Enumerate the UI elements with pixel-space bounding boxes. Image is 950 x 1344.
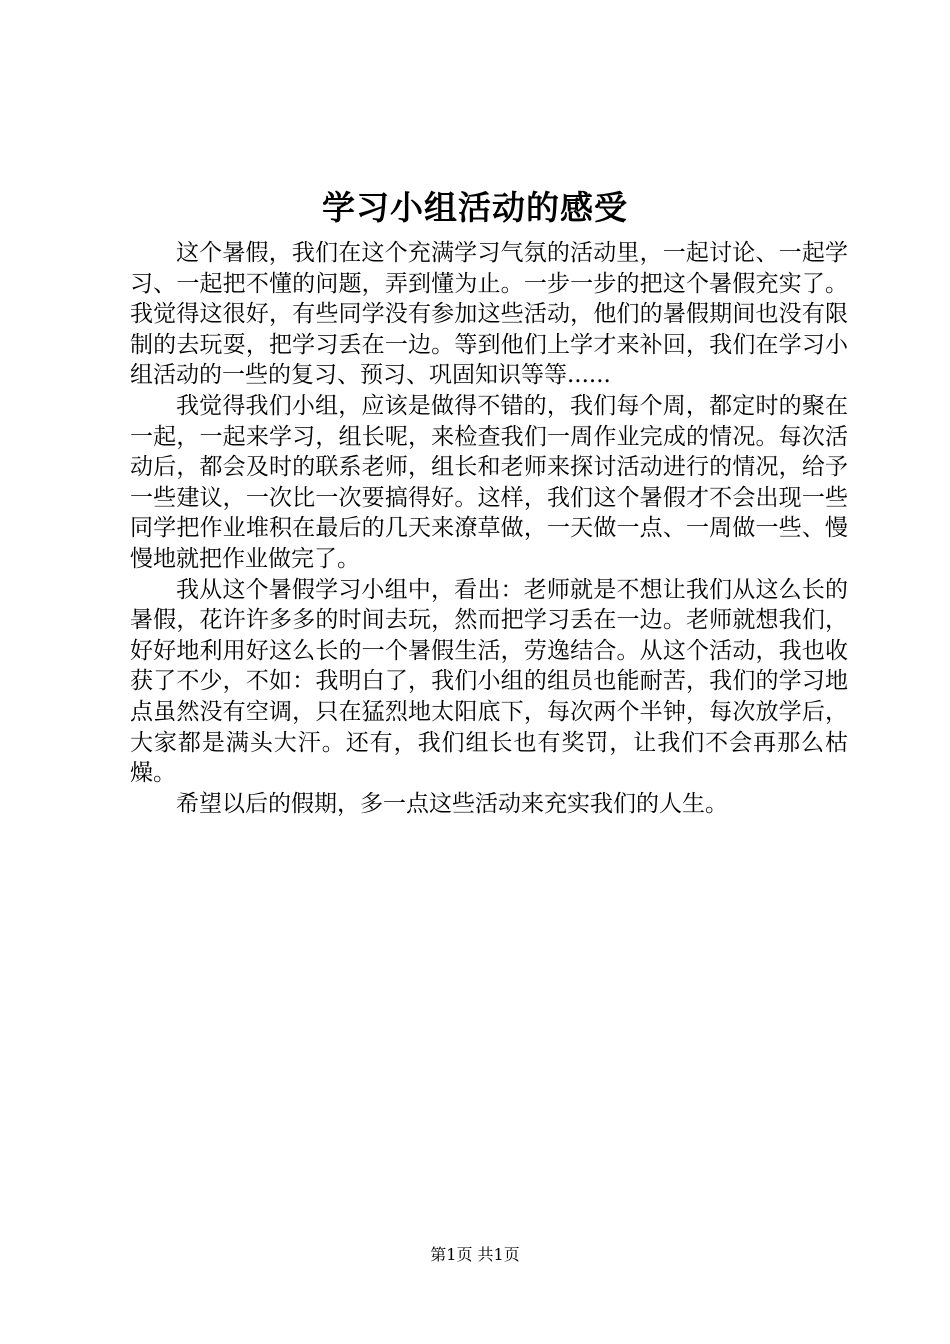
paragraph-4: 希望以后的假期，多一点这些活动来充实我们的人生。	[176, 790, 728, 817]
paragraph-2: 我觉得我们小组，应该是做得不错的，我们每个周，都定时的聚在一起，一起来学习，组长呢，来检查我们一周作业完成的情况。每次活动后，都会及时的联系老师，组长和老师来探讨活动进行的情况，给予一些建议，一次比一次要搞得好。这样，我们这个暑假才不会出现一些同学把作业堆积在最后的几天来潦草做，一天做一点、一周做一些、慢慢地就把作业做完了。	[130, 392, 848, 572]
document-body	[130, 238, 848, 819]
document-title: 学习小组活动的感受	[322, 188, 628, 227]
paragraph-1: 这个暑假，我们在这个充满学习气氛的活动里，一起讨论、一起学习、一起把不懂的问题，弄到懂为止。一步一步的把这个暑假充实了。我觉得这很好，有些同学没有参加这些活动，他们的暑假期间也没有限制的去玩耍，把学习丢在一边。等到他们上学才来补回，我们在学习小组活动的一些的复习、预习、巩固知识等等......	[130, 240, 848, 389]
page-footer: 第1页 共1页	[430, 1245, 520, 1264]
paragraph-3: 我从这个暑假学习小组中，看出：老师就是不想让我们从这么长的暑假，花许许多多的时间去玩，然而把学习丢在一边。老师就想我们，好好地利用好这么长的一个暑假生活，劳逸结合。从这个活动，我也收获了不少，不如：我明白了，我们小组的组员也能耐苦，我们的学习地点虽然没有空调，只在猛烈地太阳底下，每次两个半钟，每次放学后，大家都是满头大汗。还有，我们组长也有奖罚，让我们不会再那么枯燥。	[130, 576, 848, 787]
